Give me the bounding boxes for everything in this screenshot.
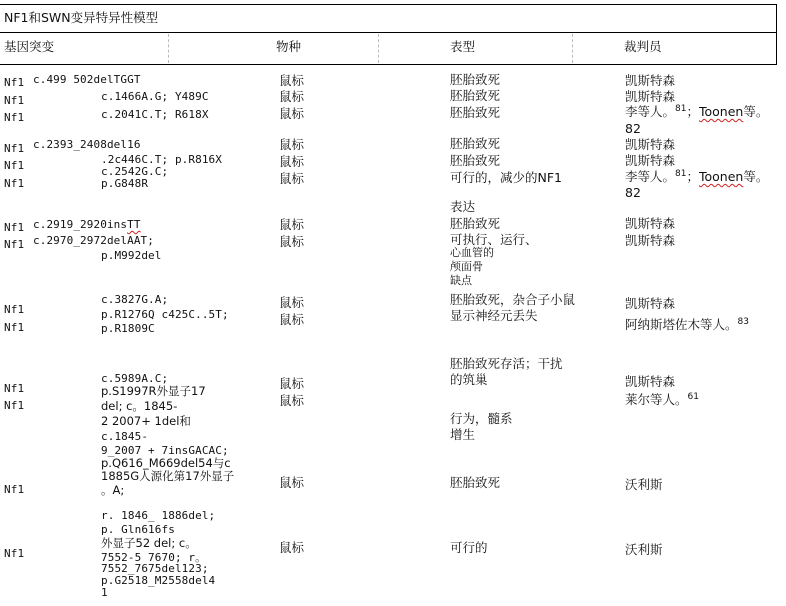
phenotype-cell: 颅面骨: [450, 260, 483, 273]
judge-reference: [625, 103, 769, 119]
phenotype-cell: 胚胎致死: [450, 216, 501, 231]
phenotype-cell: 胚胎致死: [450, 72, 501, 87]
phenotype-cell: 可行的: [450, 540, 488, 555]
species-cell: 鼠标: [279, 171, 305, 186]
judge-cell: 凯斯特森: [625, 89, 676, 104]
header-mutation: 基因突变: [4, 39, 55, 54]
phenotype-cell: 胚胎致死: [450, 136, 501, 151]
mutation-text: c.1466A.G; Y489C: [101, 90, 209, 103]
judge-ref-prefix: 李等人。: [625, 169, 676, 184]
header-judge: 裁判员: [624, 39, 662, 54]
gene-label: Nf1: [4, 142, 25, 155]
judge-cell: 凯斯特森: [625, 153, 676, 168]
ref-number: 81: [675, 103, 687, 114]
species-cell: 鼠标: [279, 137, 305, 152]
judge-cell: 凯斯特森: [625, 296, 676, 311]
mutation-text: c.3827G.A;: [101, 293, 169, 306]
phenotype-cell: 胚胎致死: [450, 88, 501, 103]
phenotype-cell: 心血管的: [450, 246, 494, 259]
gene-label: Nf1: [4, 238, 25, 251]
gene-label: Nf1: [4, 547, 25, 560]
mutation-text: p.G2518_M2558del4: [101, 574, 216, 587]
mutation-text: p.R1276Q c425C..5T;: [101, 308, 229, 321]
col-divider-3: [572, 34, 573, 63]
phenotype-cell: 胚胎致死存活；干扰: [450, 356, 563, 371]
phenotype-cell: 行为，髓系: [450, 411, 513, 426]
phenotype-cell: 表达: [450, 199, 476, 214]
judge-ref-sep: ；: [686, 169, 699, 184]
ref-number: 81: [675, 168, 687, 179]
gene-label: Nf1: [4, 221, 25, 234]
species-cell: 鼠标: [279, 106, 305, 121]
gene-label: Nf1: [4, 382, 25, 395]
judge-reference: [625, 168, 769, 184]
mutation-text-wavy: TT: [127, 218, 141, 231]
mutation-text: c.2041C.T; R618X: [101, 108, 209, 121]
gene-label: Nf1: [4, 303, 25, 316]
species-cell: 鼠标: [279, 217, 305, 232]
mutation-text: 1885G人源化第17外显子: [101, 469, 235, 483]
phenotype-cell: 胚胎致死: [450, 153, 501, 168]
gene-label: Nf1: [4, 177, 25, 190]
mutation-text: r. 1846_ 1886del;: [101, 509, 216, 522]
judge-reference: [625, 391, 699, 407]
species-cell: 鼠标: [279, 376, 305, 391]
mutation-text: c.1845-: [101, 430, 149, 443]
mutation-text: 。A;: [101, 483, 125, 497]
judge-ref-sep: ；: [686, 104, 699, 119]
judge-ref-name: Toonen: [698, 104, 744, 119]
right-border: [776, 4, 777, 65]
judge-ref-suffix: 等。: [743, 169, 769, 184]
mutation-text: 9_2007 + 7insGACAC;: [101, 444, 229, 457]
species-cell: 鼠标: [279, 312, 305, 327]
phenotype-cell: 可执行、运行、: [450, 232, 538, 247]
mutation-text: .2c446C.T; p.R816X: [101, 153, 223, 166]
top-rule: [0, 4, 776, 5]
ref-number: 83: [737, 316, 749, 327]
mutation-text: p. Gln616fs: [101, 523, 175, 536]
mutation-text: 2 2007+ 1del和: [101, 414, 191, 428]
mutation-text: c.5989A.C;: [101, 372, 169, 385]
mutation-text: c.2393_2408del16: [33, 138, 141, 151]
judge-ref-suffix: 等。: [743, 104, 769, 119]
phenotype-cell: 显示神经元丢失: [450, 308, 538, 323]
mutation-text: 7552-5 7670; r。: [101, 551, 207, 564]
mutation-text: p.S1997R外显子17: [101, 384, 206, 398]
judge-ref-name: Toonen: [698, 169, 744, 184]
header-phenotype: 表型: [450, 39, 476, 54]
mutation-text: c.2542G.C;: [101, 165, 169, 178]
header-bottom-rule: [0, 64, 776, 65]
ref-number: 82: [625, 121, 641, 136]
judge-cell: 沃利斯: [625, 477, 663, 492]
phenotype-cell: 的筑巢: [450, 372, 488, 387]
phenotype-cell: 可行的，减少的NF1: [450, 170, 562, 185]
col-divider-1: [168, 34, 169, 63]
judge-cell: 凯斯特森: [625, 374, 676, 389]
species-cell: 鼠标: [279, 234, 305, 249]
mutation-text: p.G848R: [101, 177, 149, 190]
mutation-text: [33, 219, 141, 230]
species-cell: 鼠标: [279, 540, 305, 555]
ref-number: 61: [687, 391, 699, 402]
header-species: 物种: [276, 39, 302, 54]
mutation-text: 1: [101, 586, 108, 599]
col-divider-2: [378, 34, 379, 63]
gene-label: Nf1: [4, 111, 25, 124]
gene-label: Nf1: [4, 321, 25, 334]
species-cell: 鼠标: [279, 475, 305, 490]
gene-label: Nf1: [4, 159, 25, 172]
gene-label: Nf1: [4, 76, 25, 89]
judge-cell: 阿纳斯塔佐木等人。: [625, 317, 738, 332]
mutation-text: 外显子52 del; c。: [101, 536, 197, 550]
judge-cell: 凯斯特森: [625, 216, 676, 231]
mutation-text: p.R1809C: [101, 322, 155, 335]
phenotype-cell: 胚胎致死，杂合子小鼠: [450, 292, 576, 307]
species-cell: 鼠标: [279, 89, 305, 104]
phenotype-cell: 增生: [450, 427, 476, 442]
ref-number: 82: [625, 185, 641, 200]
judge-cell: 凯斯特森: [625, 233, 676, 248]
judge-cell: 沃利斯: [625, 542, 663, 557]
header-top-rule: [0, 32, 776, 33]
table-title: NF1和SWN变异特异性模型: [4, 10, 159, 25]
gene-label: Nf1: [4, 94, 25, 107]
species-cell: 鼠标: [279, 295, 305, 310]
species-cell: 鼠标: [279, 73, 305, 88]
species-cell: 鼠标: [279, 154, 305, 169]
phenotype-cell: 胚胎致死: [450, 475, 501, 490]
mutation-text: p.M992del: [101, 249, 162, 262]
judge-cell: 凯斯特森: [625, 137, 676, 152]
species-cell: 鼠标: [279, 393, 305, 408]
gene-label: Nf1: [4, 483, 25, 496]
mutation-text: p.Q616_M669del54与c: [101, 456, 231, 470]
judge-cell: 莱尔等人。: [625, 392, 688, 407]
mutation-text: c.2970_2972delAAT;: [33, 234, 155, 247]
gene-label: Nf1: [4, 399, 25, 412]
mutation-text: c.499 502delTGGT: [33, 73, 141, 86]
phenotype-cell: 缺点: [450, 274, 472, 287]
phenotype-cell: 胚胎致死: [450, 105, 501, 120]
mutation-text: 7552_7675del123;: [101, 562, 209, 575]
judge-cell: 凯斯特森: [625, 73, 676, 88]
judge-reference: [625, 316, 749, 332]
judge-ref-prefix: 李等人。: [625, 104, 676, 119]
mutation-text-main: c.2919_2920ins: [33, 218, 128, 231]
mutation-text: del; c。1845-: [101, 399, 178, 413]
